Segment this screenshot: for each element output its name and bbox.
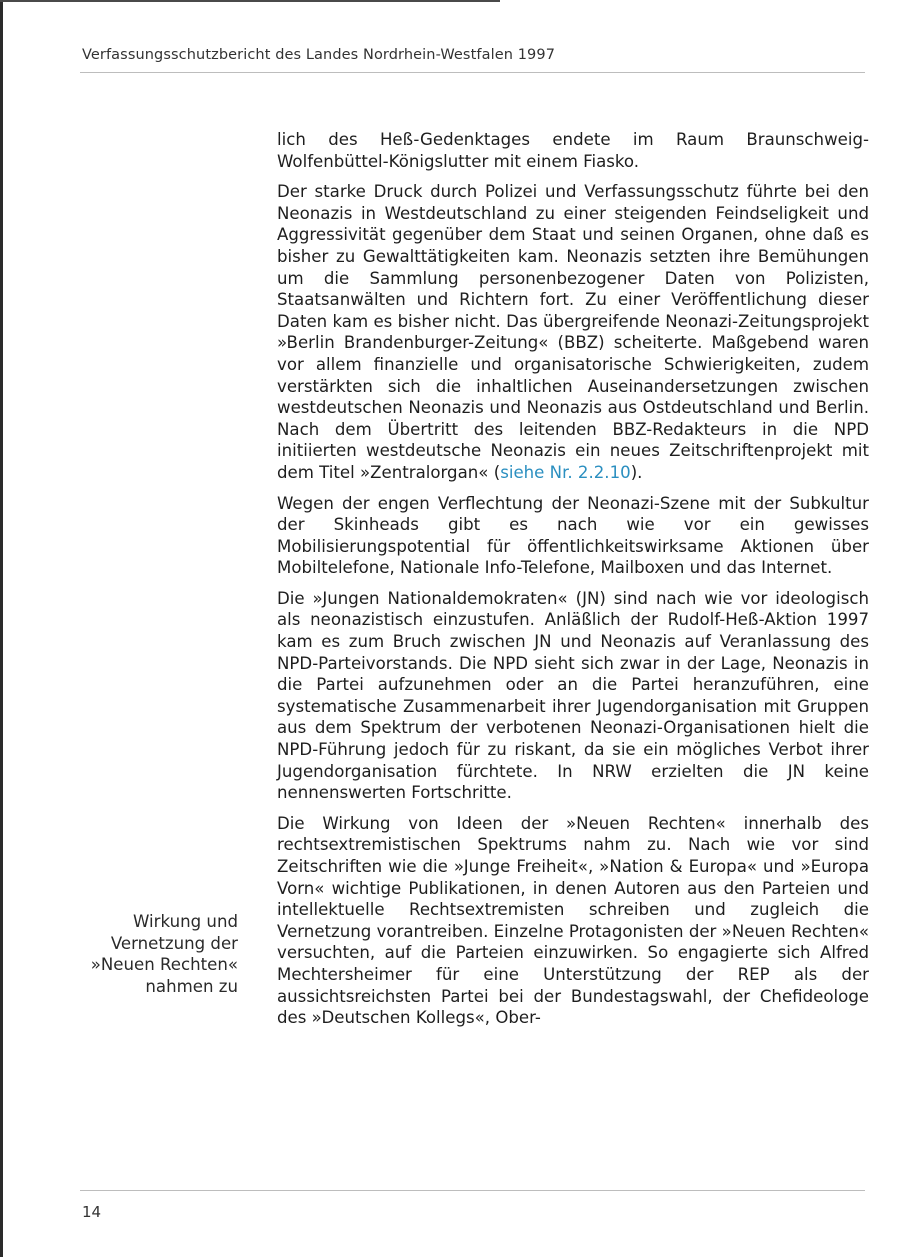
paragraph-5: Die Wirkung von Ideen der »Neuen Rechten« innerhalb des rechtsextremistischen Spektrums nahm zu. Nach wie vor sind Zeitschriften wie die »Junge Freiheit«, »Nation & Europa« und »Europa Vorn« wichtige Publikationen, in denen Autoren aus den Parteien und intellektuelle Rechtsextremisten schreiben und zugleich die Vernetzung vorantreiben. Einzelne Protagonisten der »Neuen Rechten« versuchten, auf die Parteien einzuwirken. So engagierte sich Alfred Mechtersheimer für eine Unterstützung der REP als der aussichtsreichsten Partei bei der Bundestagswahl, der Chefideologe des »Deutschen Kollegs«, Ober- <box>277 813 869 1028</box>
page-top-edge <box>0 0 500 2</box>
footer-divider <box>80 1190 865 1191</box>
paragraph-3: Wegen der engen Verflechtung der Neonazi-Szene mit der Subkultur der Skinheads gibt es nach wie vor ein gewisses Mobilisierungspotential für öffentlichkeitswirksame Aktionen über Mobiltelefone, Nationale Info-Telefone, Mailboxen und das Internet. <box>277 493 869 578</box>
paragraph-2-text: Der starke Druck durch Polizei und Verfassungsschutz führte bei den Neonazis in Westdeutschland zu einer steigenden Feindseligkeit und Aggressivität gegenüber dem Staat und seinen Organen, ohne daß es bisher zu Gewalttätigkeiten kam. Neonazis setzten ihre Bemühungen um die Sammlung personenbezogener Daten von Polizisten, Staatsanwälten und Richtern fort. Zu einer Veröffentlichung dieser Daten kam es bisher nicht. Das übergreifende Neonazi-Zeitungsprojekt »Berlin Brandenburger-Zeitung« (BBZ) scheiterte. Maßgebend waren vor allem finanzielle und organisatorische Schwierigkeiten, zudem verstärkten sich die inhaltlichen Auseinandersetzungen zwischen westdeutschen Neonazis und Neonazis aus Ostdeutschland und Berlin. Nach dem Übertritt des leitenden BBZ-Redakteurs in die NPD initiierten westdeutsche Neonazis ein neues Zeitschriftenprojekt mit dem Titel »Zentralorgan« ( <box>277 182 869 482</box>
margin-note: Wirkung und Vernetzung der »Neuen Rechten« nahmen zu <box>90 912 238 996</box>
cross-reference-link[interactable]: siehe Nr. 2.2.10 <box>500 462 631 482</box>
paragraph-2-end: ). <box>630 462 643 482</box>
main-text-column <box>277 129 869 1038</box>
running-header: Verfassungsschutzbericht des Landes Nordrhein-Westfalen 1997 <box>82 47 556 63</box>
paragraph-2 <box>277 181 869 483</box>
paragraph-1: lich des Heß-Gedenktages endete im Raum Braunschweig-Wolfenbüttel-Königslutter mit einem Fiasko. <box>277 130 869 171</box>
page-left-edge <box>0 0 3 1257</box>
page-number: 14 <box>82 1203 102 1221</box>
header-divider <box>80 72 865 73</box>
paragraph-4: Die »Jungen Nationaldemokraten« (JN) sind nach wie vor ideologisch als neonazistisch einzustufen. Anläßlich der Rudolf-Heß-Aktion 1997 kam es zum Bruch zwischen JN und Neonazis auf Veranlassung des NPD-Parteivorstands. Die NPD sieht sich zwar in der Lage, Neonazis in die Partei aufzunehmen oder an die Partei heranzuführen, eine systematische Zusammenarbeit ihrer Jugendorganisation mit Gruppen aus dem Spektrum der verbotenen Neonazi-Organisationen hielt die NPD-Führung jedoch für zu riskant, da sie ein mögliches Verbot ihrer Jugendorganisation fürchtete. In NRW erzielten die JN keine nennenswerten Fortschritte. <box>277 588 869 803</box>
